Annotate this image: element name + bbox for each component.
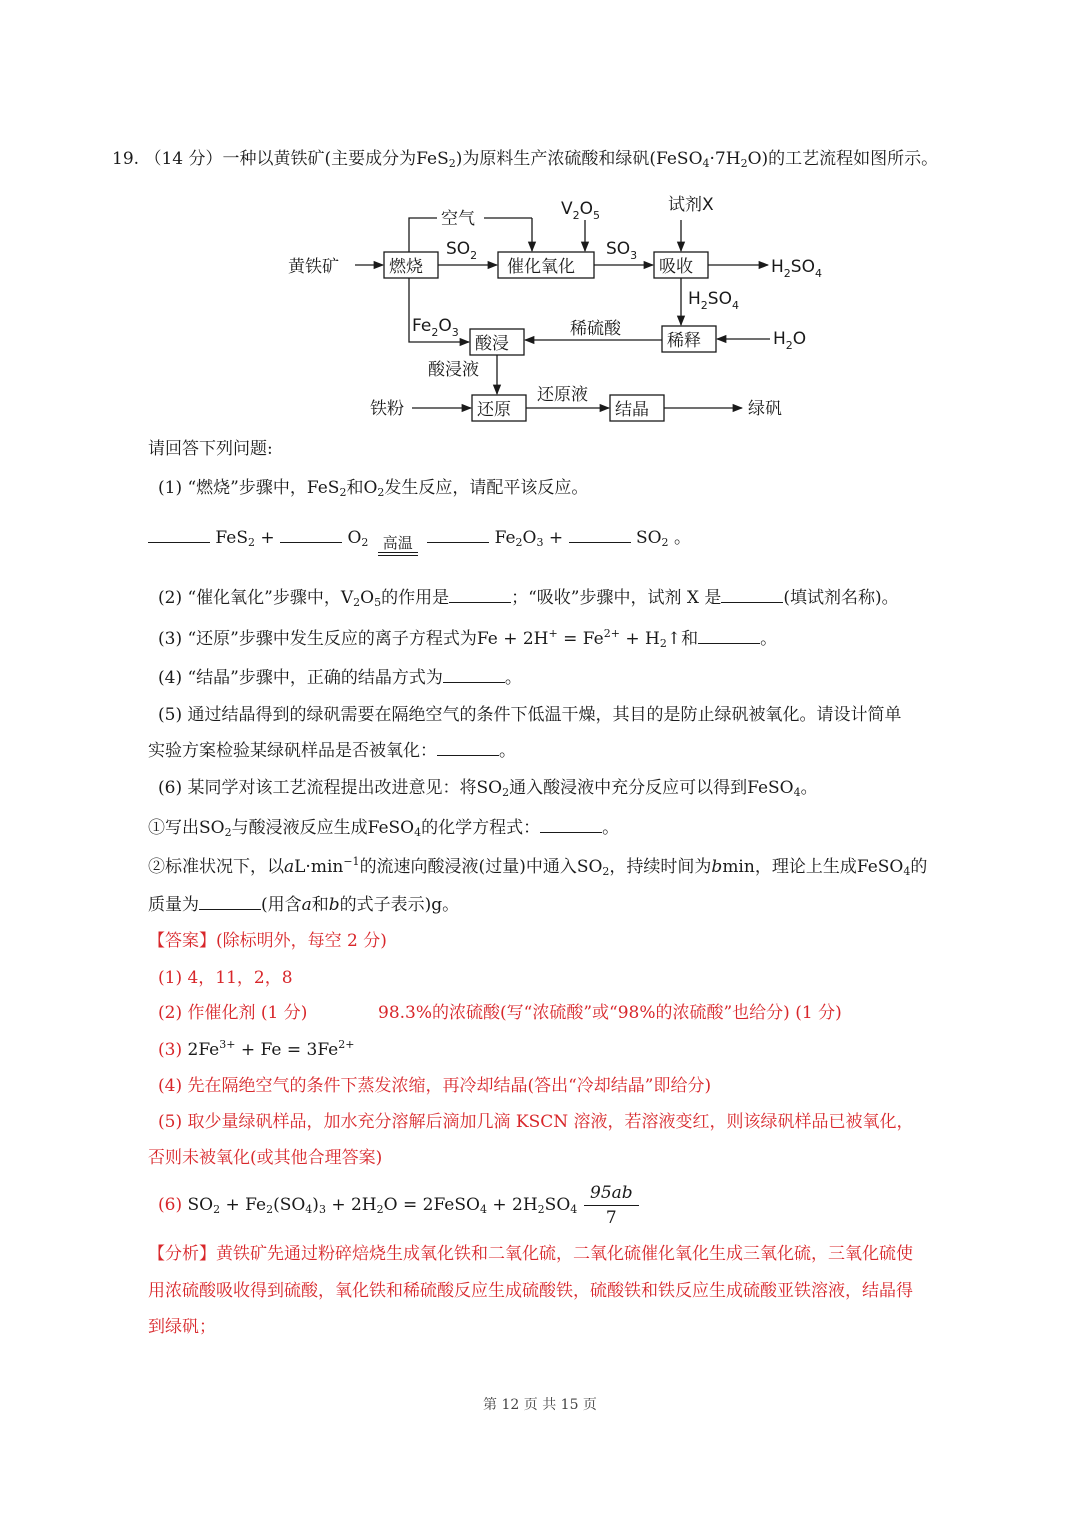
answer-1: (1) 4，11，2，8: [158, 968, 293, 988]
part-6-2-cont: 质量为 (用含a和b的式子表示)g。: [148, 895, 460, 915]
answer-6: (6) $SO_2 + Fe_2(SO_4)_3 + 2H_2O$ = 2FeSO$_4$ + $2H_2SO_4$: [158, 1195, 578, 1216]
part-3: (3) “还原”步骤中发生反应的离子方程式为$Fe + 2H^+ = Fe^{2+}$ + $H_2↑$和 。: [158, 627, 778, 650]
analysis-line-2: 用浓硫酸吸收得到硫酸，氧化铁和稀硫酸反应生成硫酸铁，硫酸铁和铁反应生成硫酸亚铁溶液，结晶得: [148, 1281, 913, 1301]
node-catalytic: 催化氧化: [507, 257, 575, 277]
part-5-line-2: 实验方案检验某绿矾样品是否被氧化： 。: [148, 741, 516, 761]
blank-2b[interactable]: [721, 588, 783, 603]
node-absorb: 吸收: [659, 257, 693, 277]
label-iron-powder: 铁粉: [370, 399, 404, 419]
answer-header: 【答案】(除标明外，每空 2 分): [148, 931, 387, 951]
node-crystallize: 结晶: [615, 400, 649, 420]
question-score: （14 分）: [144, 149, 223, 169]
blank-1b[interactable]: [280, 528, 342, 543]
label-v2o5: $V_2O_5$: [561, 199, 601, 222]
analysis-line-3: 到绿矾；: [148, 1317, 216, 1337]
blank-1a[interactable]: [148, 528, 210, 543]
part-6-1: ①写出$SO_2$与酸浸液反应生成FeSO$_4$的化学方程式： 。: [148, 818, 620, 839]
blank-2a[interactable]: [449, 588, 511, 603]
question-number: 19.: [112, 149, 140, 169]
eq-condition: 高温: [382, 534, 413, 552]
label-reagent-x: 试剂X: [668, 195, 714, 215]
blank-1d[interactable]: [569, 528, 631, 543]
label-fe2o3: $Fe_2O_3$: [412, 316, 459, 339]
blank-3[interactable]: [698, 629, 760, 644]
part-6-2: ②标准状况下，以$aL\cdot\min^{-1}$的流速向酸浸液(过量)中通入$SO_2$，持续时间为bmin，理论上生成FeSO$_4$的: [148, 855, 928, 878]
page-footer: 第 12 页 共 15 页: [483, 1397, 597, 1413]
label-reduced-liquid: 还原液: [537, 385, 588, 405]
blank-1c[interactable]: [427, 528, 489, 543]
part-1: (1) “燃烧”步骤中，FeS$_2$和$O_2$发生反应，请配平该反应。: [158, 478, 589, 499]
node-reduce: 还原: [477, 400, 511, 420]
blank-5[interactable]: [437, 741, 499, 756]
label-so2: $SO_2$: [446, 239, 478, 262]
answer-2a: (2) 作催化剂 (1 分): [158, 1003, 308, 1023]
blank-6b[interactable]: [199, 895, 261, 910]
question-header: 19. （14 分）一种以黄铁矿(主要成分为FeS$_2$)为原料生产浓硫酸和绿矾$(FeSO_4\cdot 7H_2O)$的工艺流程如图所示。: [112, 149, 939, 170]
analysis-line-1: 【分析】黄铁矿先通过粉碎焙烧生成氧化铁和二氧化硫，二氧化硫催化氧化生成三氧化硫，三氧化硫使: [148, 1244, 913, 1264]
label-leach-liquid: 酸浸液: [428, 360, 479, 380]
part-4: (4) “结晶”步骤中，正确的结晶方式为 。: [158, 668, 522, 688]
label-green-vitriol: 绿矾: [748, 399, 782, 419]
part-1-equation: $FeS_2 + O_2$ 高温 $Fe_2O_3 + SO_2$ 。: [148, 520, 691, 556]
answer-6-fraction: $\frac{95ab}{7}$: [584, 1183, 639, 1228]
node-burn: 燃烧: [389, 257, 423, 277]
label-h2so4-mid: $H_2SO_4$: [688, 289, 739, 312]
label-h2so4-out: $H_2SO_4$: [771, 257, 822, 280]
part-5-line-1: (5) 通过结晶得到的绿矾需要在隔绝空气的条件下低温干燥，其目的是防止绿矾被氧化。请设计简单: [158, 705, 902, 725]
answer-5-line-1: (5) 取少量绿矾样品，加水充分溶解后滴加几滴 KSCN 溶液，若溶液变红，则该绿矾样品已被氧化，: [158, 1112, 914, 1132]
prompt: 请回答下列问题:: [148, 439, 273, 459]
blank-4[interactable]: [443, 668, 505, 683]
process-flowchart: [0, 0, 1080, 440]
node-acid-leach: 酸浸: [475, 334, 509, 354]
label-dilute-acid: 稀硫酸: [570, 319, 621, 339]
label-so3: $SO_3$: [606, 239, 638, 262]
node-dilute: 稀释: [667, 331, 701, 351]
answer-4: (4) 先在隔绝空气的条件下蒸发浓缩，再冷却结晶(答出“冷却结晶”即给分): [158, 1076, 712, 1096]
answer-2b: 98.3%的浓硫酸(写“浓硫酸”或“98%的浓硫酸”也给分) (1 分): [378, 1003, 842, 1023]
part-6: (6) 某同学对该工艺流程提出改进意见：将$SO_2$通入酸浸液中充分反应可以得到FeSO$_4$。: [158, 778, 818, 799]
answer-5-line-2: 否则未被氧化(或其他合理答案): [148, 1148, 383, 1168]
blank-6a[interactable]: [540, 818, 602, 833]
label-pyrite: 黄铁矿: [288, 257, 339, 277]
label-air: 空气: [441, 209, 475, 229]
label-h2o: $H_2O$: [773, 329, 807, 352]
answer-3: (3) $2Fe^{3+} + Fe = 3Fe^{2+}$: [158, 1038, 355, 1060]
part-2: (2) “催化氧化”步骤中，$V_2O_5$的作用是 ；“吸收”步骤中，试剂 X 是 (填试剂名称)。: [158, 588, 899, 609]
